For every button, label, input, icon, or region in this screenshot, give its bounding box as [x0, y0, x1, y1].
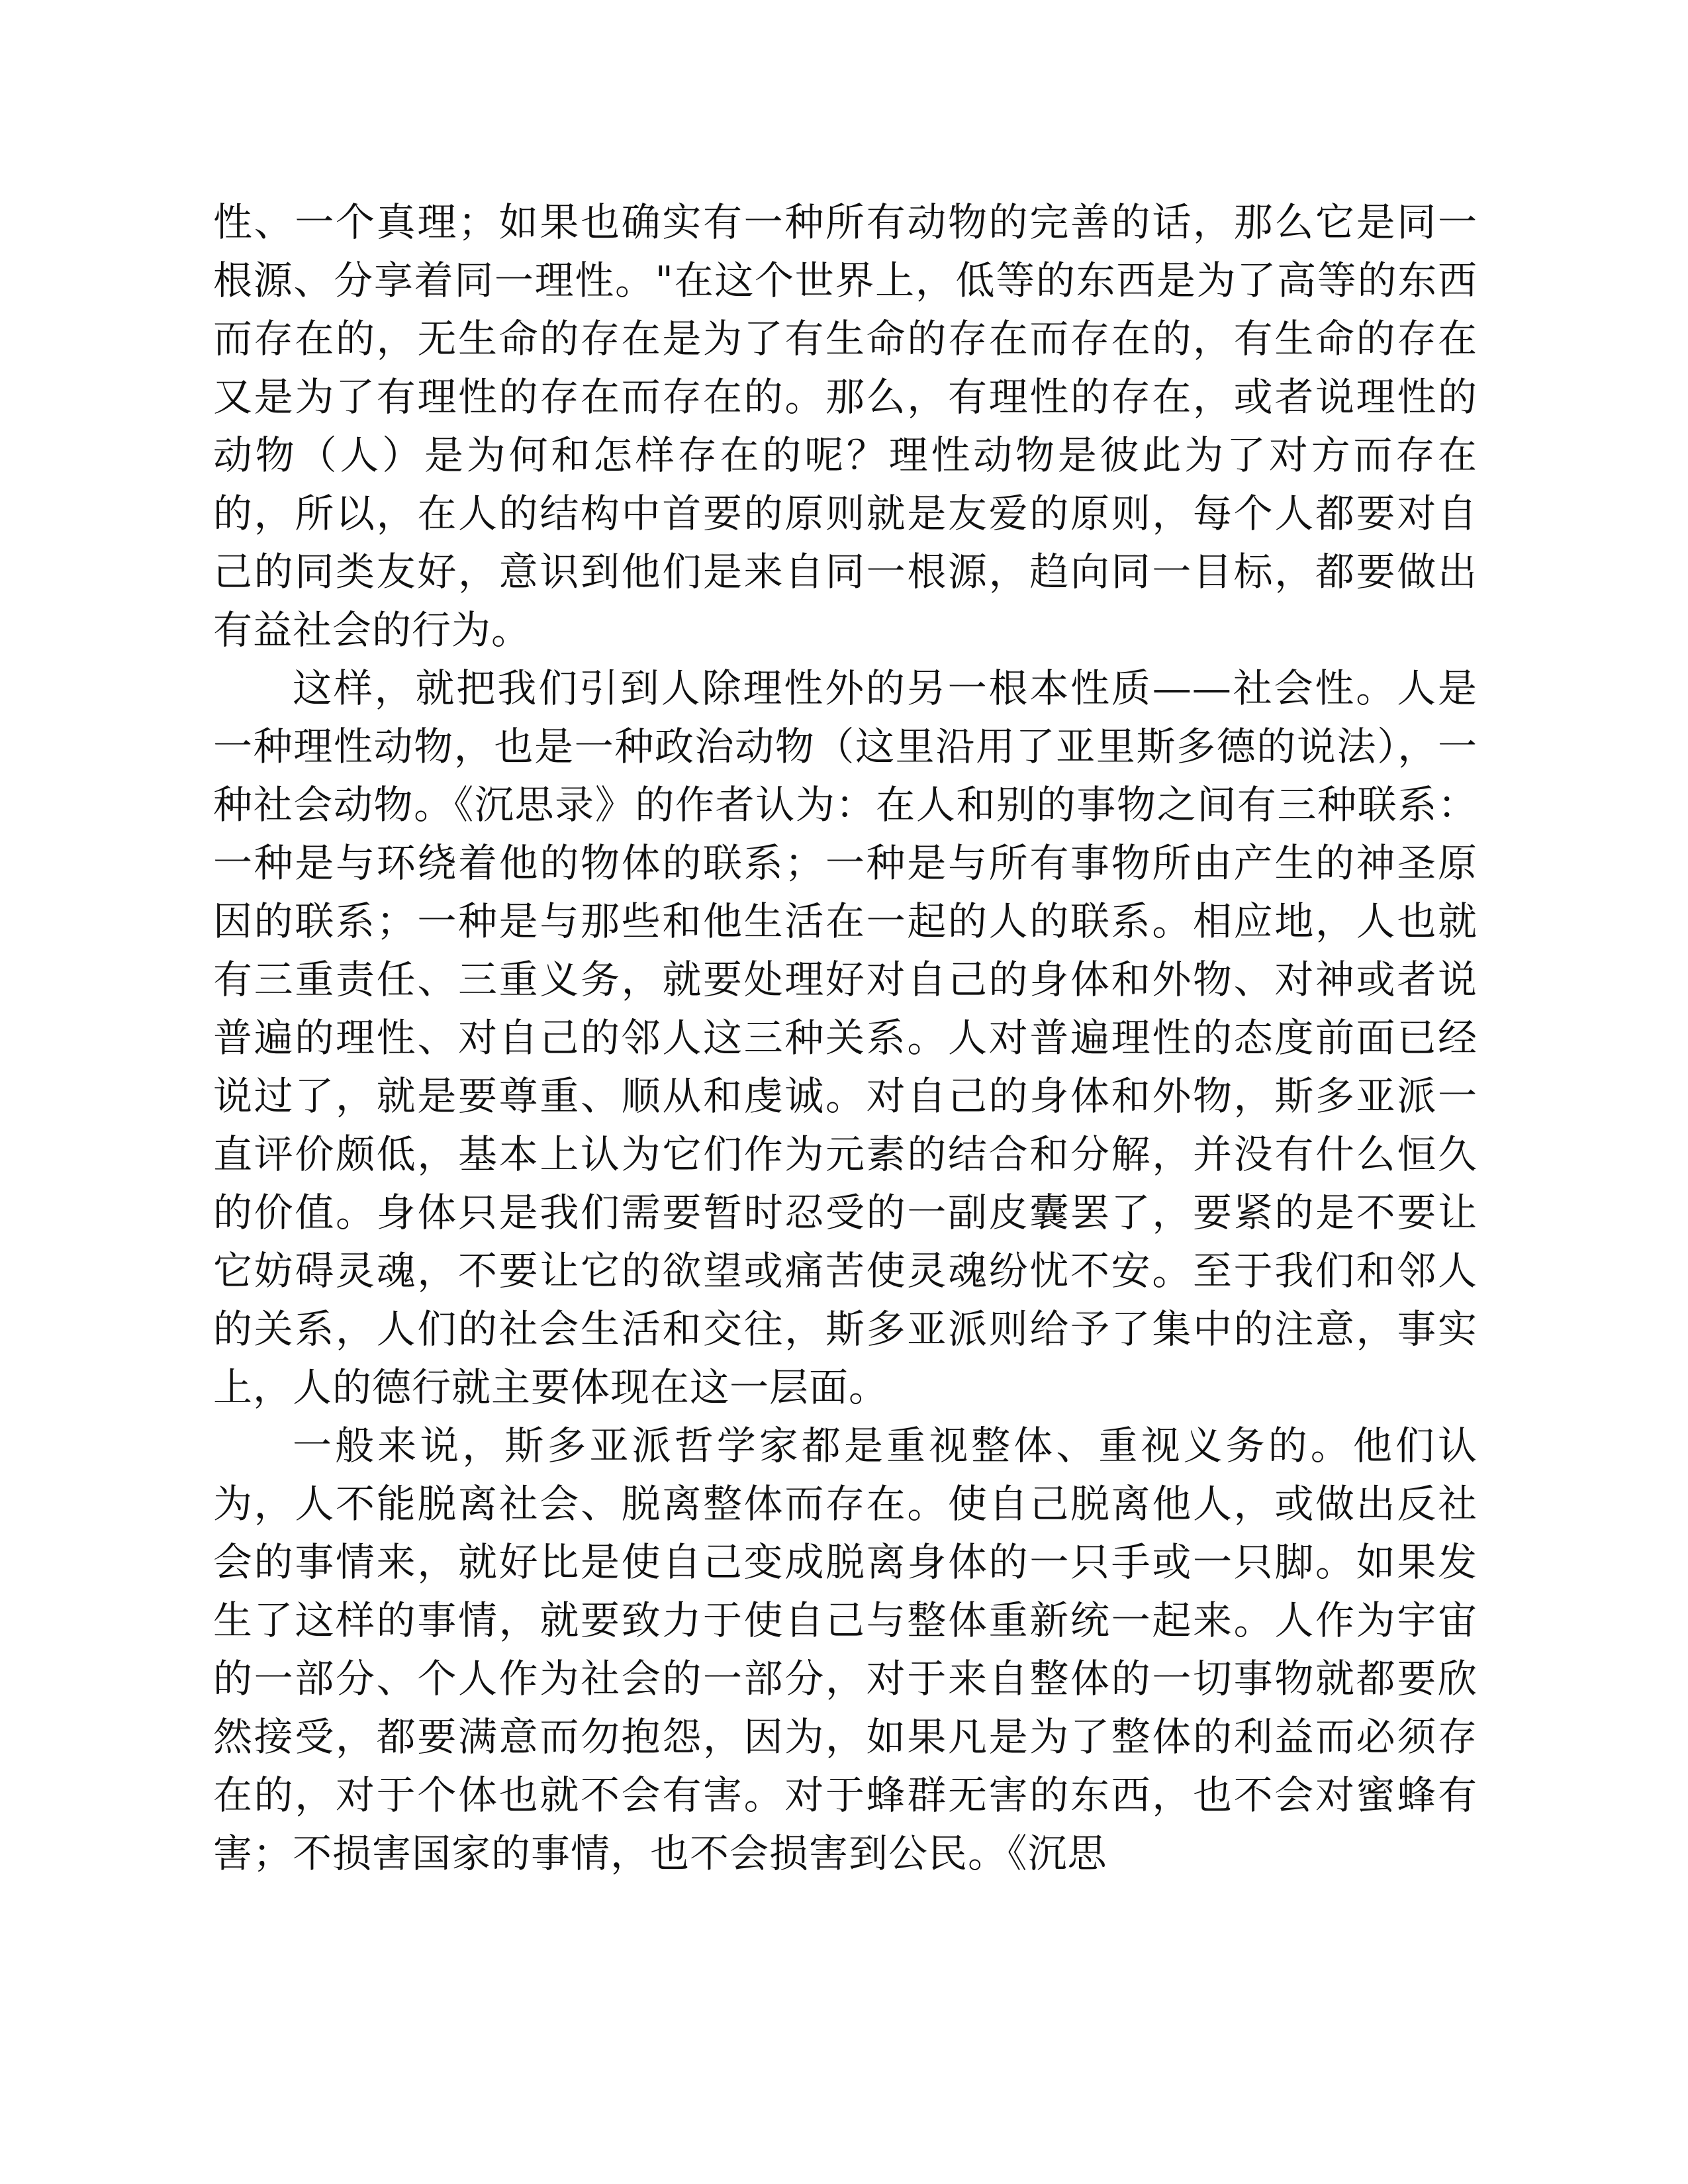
body-text	[213, 193, 1477, 1883]
paragraph-2: 这样，就把我们引到人除理性外的另一根本性质——社会性。人是一种理性动物，也是一种政治动物（这里沿用了亚里斯多德的说法），一种社会动物。《沉思录》的作者认为：在人和别的事物之间有三种联系：一种是与环绕着他的物体的联系；一种是与所有事物所由产生的神圣原因的联系；一种是与那些和他生活在一起的人的联系。相应地，人也就有三重责任、三重义务，就要处理好对自己的身体和外物、对神或者说普遍的理性、对自己的邻人这三种关系。人对普遍理性的态度前面已经说过了，就是要尊重、顺从和虔诚。对自己的身体和外物，斯多亚派一直评价颇低，基本上认为它们作为元素的结合和分解，并没有什么恒久的价值。身体只是我们需要暂时忍受的一副皮囊罢了，要紧的是不要让它妨碍灵魂，不要让它的欲望或痛苦使灵魂纷忧不安。至于我们和邻人的关系，人们的社会生活和交往，斯多亚派则给予了集中的注意，事实上，人的德行就主要体现在这一层面。	[213, 665, 1477, 1410]
paragraph-1: 性、一个真理；如果也确实有一种所有动物的完善的话，那么它是同一根源、分享着同一理性。"在这个世界上，低等的东西是为了高等的东西而存在的，无生命的存在是为了有生命的存在而存在的，有生命的存在又是为了有理性的存在而存在的。那么，有理性的存在，或者说理性的动物（人）是为何和怎样存在的呢？理性动物是彼此为了对方而存在的，所以，在人的结构中首要的原则就是友爱的原则，每个人都要对自己的同类友好，意识到他们是来自同一根源，趋向同一目标，都要做出有益社会的行为。	[213, 199, 1477, 653]
paragraph-3: 一般来说，斯多亚派哲学家都是重视整体、重视义务的。他们认为，人不能脱离社会、脱离整体而存在。使自己脱离他人，或做出反社会的事情来，就好比是使自己变成脱离身体的一只手或一只脚。如果发生了这样的事情，就要致力于使自己与整体重新统一起来。人作为宇宙的一部分、个人作为社会的一部分，对于来自整体的一切事物就都要欣然接受，都要满意而勿抱怨，因为，如果凡是为了整体的利益而必须存在的，对于个体也就不会有害。对于蜂群无害的东西，也不会对蜜蜂有害；不损害国家的事情，也不会损害到公民。《沉思	[213, 1423, 1477, 1876]
